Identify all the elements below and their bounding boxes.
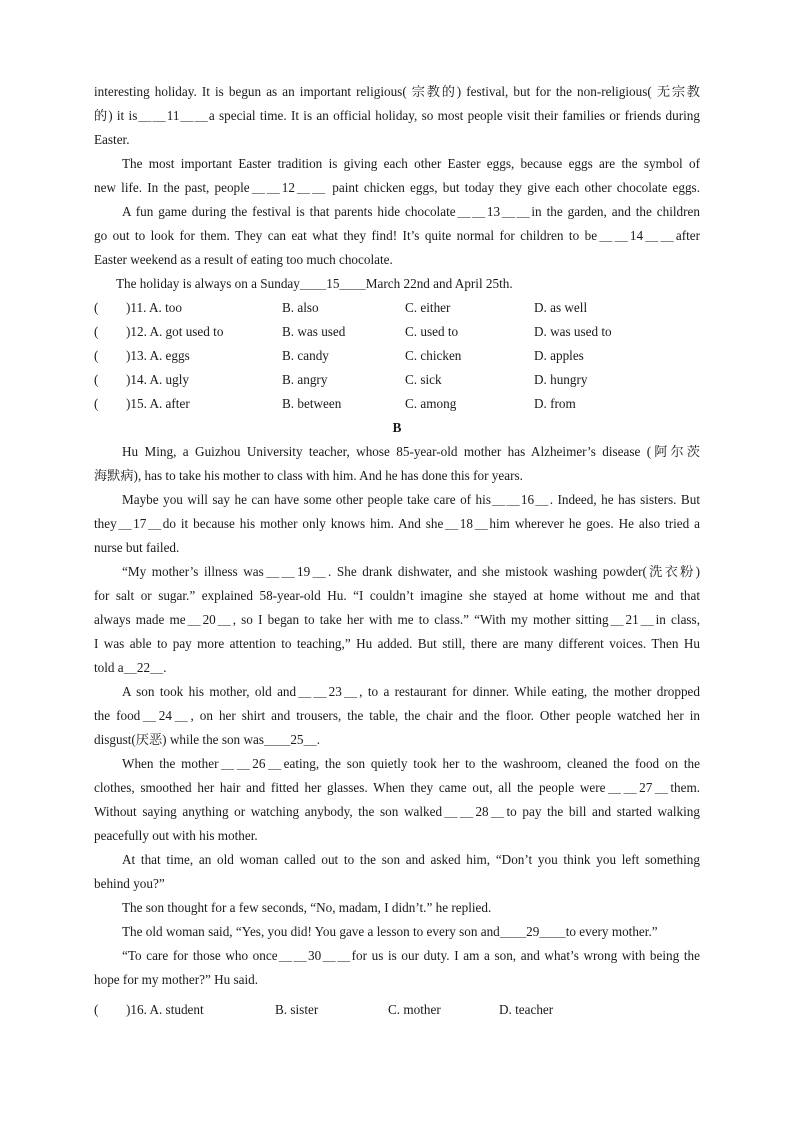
passage-line: clothes, smoothed her hair and fitted her glasses. When they came out, all the people were＿＿27＿them. xyxy=(94,780,700,795)
passage-line: go out to look for them. They can eat what they find! It’s quite normal for children to be＿＿14＿＿after xyxy=(94,228,700,243)
option-c: C. either xyxy=(405,300,451,315)
passage-line: for salt or sugar.” explained 58-year-old Hu. “I couldn’t imagine she stayed at home without me and that xyxy=(94,588,700,603)
passage-line: told a＿22＿. xyxy=(94,660,167,675)
passage-line: When the mother＿＿26＿eating, the son quietly took her to the washroom, cleaned the food on the xyxy=(122,756,700,771)
passage-line: Maybe you will say he can have some other people take care of his＿＿16＿. Indeed, he has sisters. But xyxy=(122,492,700,507)
passage-line: disgust(厌恶) while the son was＿＿25＿. xyxy=(94,732,321,747)
answer-paren: ( xyxy=(94,372,99,387)
option-b: B. sister xyxy=(275,1002,319,1017)
passage-line: I was able to pay more attention to teaching,” Hu added. But still, there are many different voices. Then Hu xyxy=(94,636,700,651)
passage-line: The son thought for a few seconds, “No, madam, I didn’t.” he replied. xyxy=(122,900,492,915)
passage-line: the food＿24＿, on her shirt and trousers, the table, the chair and the floor. Other people watched her in xyxy=(94,708,700,723)
passage-line: 的) it is＿＿11＿＿a special time. It is an official holiday, so most people visit their families or friends during xyxy=(94,108,700,123)
option-d: D. hungry xyxy=(534,372,588,387)
passage-line: interesting holiday. It is begun as an important religious( 宗教的) festival, but for the non-religious( 无宗教 xyxy=(94,84,700,99)
answer-paren: ( xyxy=(94,348,99,363)
passage-a xyxy=(94,80,700,296)
option-a: )11. A. too xyxy=(126,300,182,315)
option-d: D. apples xyxy=(534,348,584,363)
option-a: )14. A. ugly xyxy=(126,372,190,387)
option-b: B. was used xyxy=(282,324,346,339)
passage-line: hope for my mother?” Hu said. xyxy=(94,972,259,987)
passage-line: peacefully out with his mother. xyxy=(94,828,258,843)
passage-line: they＿17＿do it because his mother only knows him. And she＿18＿him wherever he goes. He also tried a xyxy=(94,516,700,531)
option-a: )13. A. eggs xyxy=(126,348,190,363)
passage-line: behind you?” xyxy=(94,876,165,891)
option-c: C. mother xyxy=(388,1002,441,1017)
option-d: D. was used to xyxy=(534,324,612,339)
option-b: B. angry xyxy=(282,372,328,387)
answer-paren: ( xyxy=(94,300,99,315)
passage-line: Easter weekend as a result of eating too much chocolate. xyxy=(94,252,393,267)
answer-paren: ( xyxy=(94,1002,99,1017)
option-c: C. among xyxy=(405,396,457,411)
option-c: C. used to xyxy=(405,324,459,339)
passage-b xyxy=(94,440,700,992)
passage-line: always made me＿20＿, so I began to take her with me to class.” “With my mother sitting＿21＿in class, xyxy=(94,612,700,627)
option-b: B. between xyxy=(282,396,342,411)
answer-paren: ( xyxy=(94,324,99,339)
option-c: C. chicken xyxy=(405,348,462,363)
passage-line: The most important Easter tradition is giving each other Easter eggs, because eggs are the symbol of xyxy=(122,156,700,171)
passage-line: “My mother’s illness was＿＿19＿. She drank dishwater, and she mistook washing powder(洗衣粉) xyxy=(122,564,700,579)
passage-line: At that time, an old woman called out to the son and asked him, “Don’t you think you left something xyxy=(122,852,700,867)
question-row[interactable] xyxy=(94,344,700,368)
passage-line: nurse but failed. xyxy=(94,540,180,555)
question-row[interactable] xyxy=(94,320,700,344)
passage-line: The old woman said, “Yes, you did! You gave a lesson to every son and＿＿29＿＿to every mother.” xyxy=(122,924,658,939)
option-b: B. candy xyxy=(282,348,329,363)
questions-a xyxy=(94,296,700,416)
passage-line: A son took his mother, old and＿＿23＿, to a restaurant for dinner. While eating, the mother dropped xyxy=(122,684,700,699)
option-d: D. from xyxy=(534,396,576,411)
passage-line: A fun game during the festival is that parents hide chocolate＿＿13＿＿in the garden, and the children xyxy=(122,204,700,219)
option-a: )15. A. after xyxy=(126,396,190,411)
question-row[interactable] xyxy=(94,296,700,320)
option-d: D. teacher xyxy=(499,1002,554,1017)
passage-line: new life. In the past, people＿＿12＿＿ paint chicken eggs, but today they give each other chocolate eggs. xyxy=(94,180,700,195)
passage-line: Without saying anything or watching anybody, the son walked＿＿28＿to pay the bill and started walking xyxy=(94,804,700,819)
passage-line: “To care for those who once＿＿30＿＿for us is our duty. I am a son, and what’s wrong with being the xyxy=(122,948,700,963)
answer-paren: ( xyxy=(94,396,99,411)
option-b: B. also xyxy=(282,300,319,315)
questions-b xyxy=(94,998,700,1022)
question-row[interactable] xyxy=(94,392,700,416)
question-row[interactable] xyxy=(94,368,700,392)
option-a: )12. A. got used to xyxy=(126,324,224,339)
option-d: D. as well xyxy=(534,300,588,315)
question-row[interactable] xyxy=(94,998,700,1022)
section-heading: B xyxy=(392,420,402,435)
passage-line: Hu Ming, a Guizhou University teacher, whose 85-year-old mother has Alzheimer’s disease (阿尔茨 xyxy=(122,444,700,459)
exam-page xyxy=(94,80,700,1022)
option-a: )16. A. student xyxy=(126,1002,204,1017)
option-c: C. sick xyxy=(405,372,442,387)
passage-line: 海默病), has to take his mother to class with him. And he has done this for years. xyxy=(94,468,523,483)
passage-line: The holiday is always on a Sunday＿＿15＿＿March 22nd and April 25th. xyxy=(116,276,513,291)
passage-line: Easter. xyxy=(94,132,130,147)
